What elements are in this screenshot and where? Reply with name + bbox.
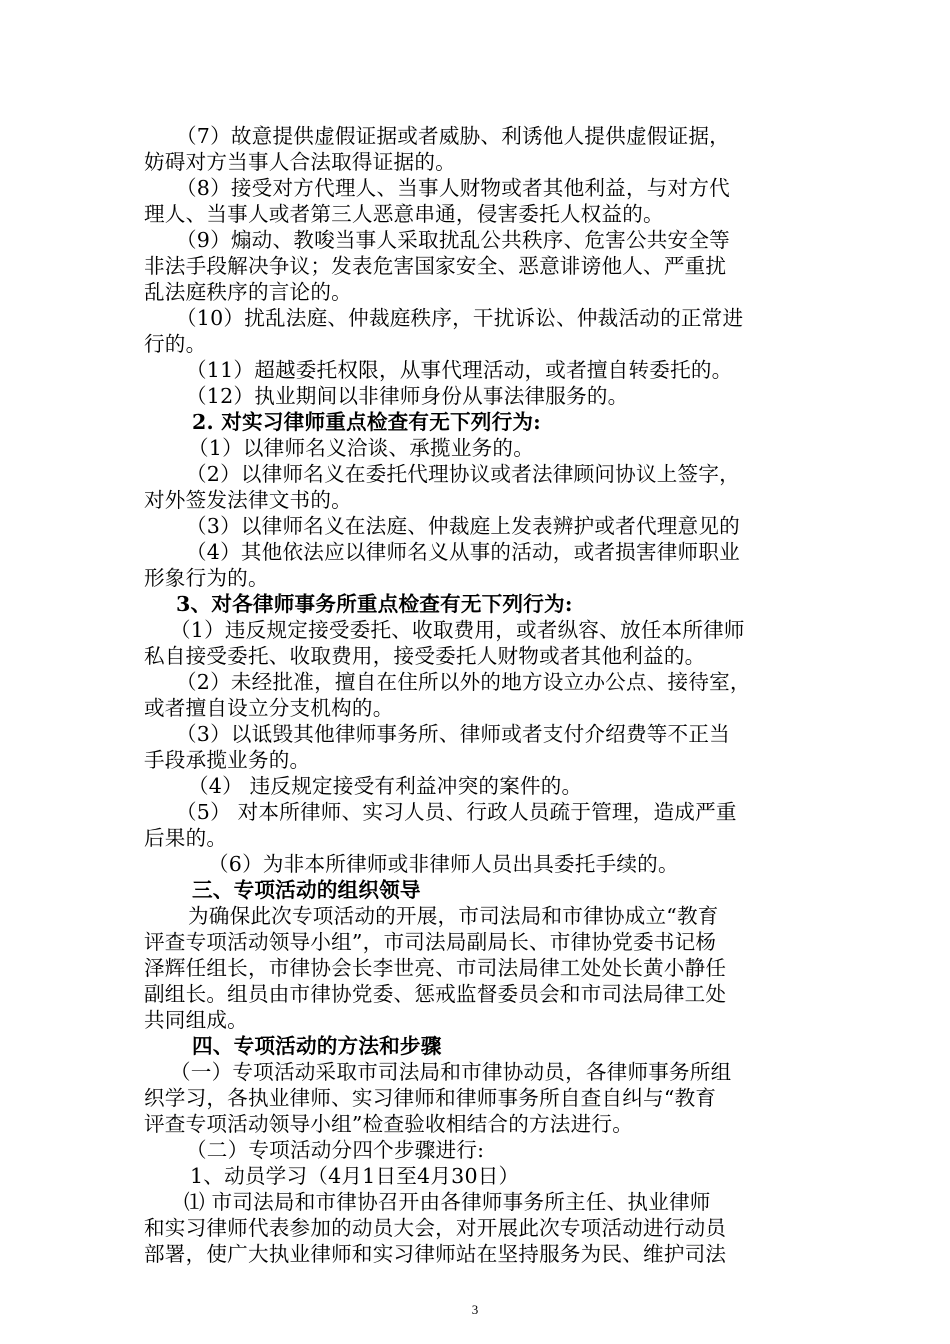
section-heading: 3、对各律师事务所重点检查有无下列行为: bbox=[176, 592, 573, 616]
text-line: （2）以律师名义在委托代理协议或者法律顾问协议上签字， bbox=[186, 462, 740, 486]
text-line: （二）专项活动分四个步骤进行: bbox=[186, 1138, 485, 1162]
text-line: （一）专项活动采取市司法局和市律协动员，各律师事务所组 bbox=[170, 1060, 732, 1084]
text-line: 行的。 bbox=[144, 332, 207, 356]
text-line: 织学习，各执业律师、实习律师和律师事务所自查自纠与“教育 bbox=[144, 1086, 717, 1110]
section-heading: 2. 对实习律师重点检查有无下列行为: bbox=[192, 410, 541, 434]
text-line: 评查专项活动领导小组”检查验收相结合的方法进行。 bbox=[144, 1112, 633, 1136]
text-line: 共同组成。 bbox=[144, 1008, 248, 1032]
text-line: 非法手段解决争议；发表危害国家安全、恶意诽谤他人、严重扰 bbox=[144, 254, 727, 278]
text-line: （3）以律师名义在法庭、仲裁庭上发表辨护或者代理意见的 bbox=[186, 514, 740, 538]
text-line: （5） 对本所律师、实习人员、行政人员疏于管理，造成严重 bbox=[176, 800, 737, 824]
text-line: （3）以诋毁其他律师事务所、律师或者支付介绍费等不正当 bbox=[176, 722, 730, 746]
text-line: 1、动员学习（4月1日至4月30日） bbox=[190, 1164, 520, 1188]
section-heading: 三、专项活动的组织领导 bbox=[192, 878, 421, 902]
text-line: ⑴ 市司法局和市律协召开由各律师事务所主任、执业律师 bbox=[184, 1190, 711, 1214]
text-line: 手段承揽业务的。 bbox=[144, 748, 311, 772]
text-line: （8）接受对方代理人、当事人财物或者其他利益，与对方代 bbox=[176, 176, 730, 200]
text-line: 部署，使广大执业律师和实习律师站在坚持服务为民、维护司法 bbox=[144, 1242, 727, 1266]
text-line: （10）扰乱法庭、仲裁庭秩序，干扰诉讼、仲裁活动的正常进 bbox=[176, 306, 744, 330]
section-heading: 四、专项活动的方法和步骤 bbox=[192, 1034, 442, 1058]
text-line: （12）执业期间以非律师身份从事法律服务的。 bbox=[186, 384, 629, 408]
text-line: 私自接受委托、收取费用，接受委托人财物或者其他利益的。 bbox=[144, 644, 706, 668]
text-line: （6）为非本所律师或非律师人员出具委托手续的。 bbox=[208, 852, 679, 876]
text-line: （2）未经批准，擅自在住所以外的地方设立办公点、接待室， bbox=[176, 670, 751, 694]
text-line: 泽辉任组长，市律协会长李世亮、市司法局律工处处长黄小静任 bbox=[144, 956, 727, 980]
text-line: （9）煽动、教唆当事人采取扰乱公共秩序、危害公共安全等 bbox=[176, 228, 730, 252]
text-line: （11）超越委托权限，从事代理活动，或者擅自转委托的。 bbox=[186, 358, 733, 382]
text-line: 为确保此次专项活动的开展，市司法局和市律协成立“教育 bbox=[188, 904, 719, 928]
text-line: 乱法庭秩序的言论的。 bbox=[144, 280, 352, 304]
text-line: 评查专项活动领导小组”，市司法局副局长、市律协党委书记杨 bbox=[144, 930, 717, 954]
text-line: （1）违反规定接受委托、收取费用，或者纵容、放任本所律师 bbox=[170, 618, 745, 642]
text-line: 和实习律师代表参加的动员大会，对开展此次专项活动进行动员 bbox=[144, 1216, 727, 1240]
text-line: 理人、当事人或者第三人恶意串通，侵害委托人权益的。 bbox=[144, 202, 664, 226]
text-line: 对外签发法律文书的。 bbox=[144, 488, 352, 512]
text-line: 妨碍对方当事人合法取得证据的。 bbox=[144, 150, 456, 174]
text-line: 后果的。 bbox=[144, 826, 228, 850]
text-line: （4）其他依法应以律师名义从事的活动，或者损害律师职业 bbox=[186, 540, 740, 564]
text-line: 或者擅自设立分支机构的。 bbox=[144, 696, 394, 720]
page-number: 3 bbox=[471, 1302, 479, 1317]
text-line: 副组长。组员由市律协党委、惩戒监督委员会和市司法局律工处 bbox=[144, 982, 727, 1006]
text-line: （7）故意提供虚假证据或者威胁、利诱他人提供虚假证据， bbox=[176, 124, 730, 148]
text-line: 形象行为的。 bbox=[144, 566, 269, 590]
text-line: （1）以律师名义洽谈、承揽业务的。 bbox=[188, 436, 535, 460]
text-line: （4） 违反规定接受有利益冲突的案件的。 bbox=[188, 774, 583, 798]
